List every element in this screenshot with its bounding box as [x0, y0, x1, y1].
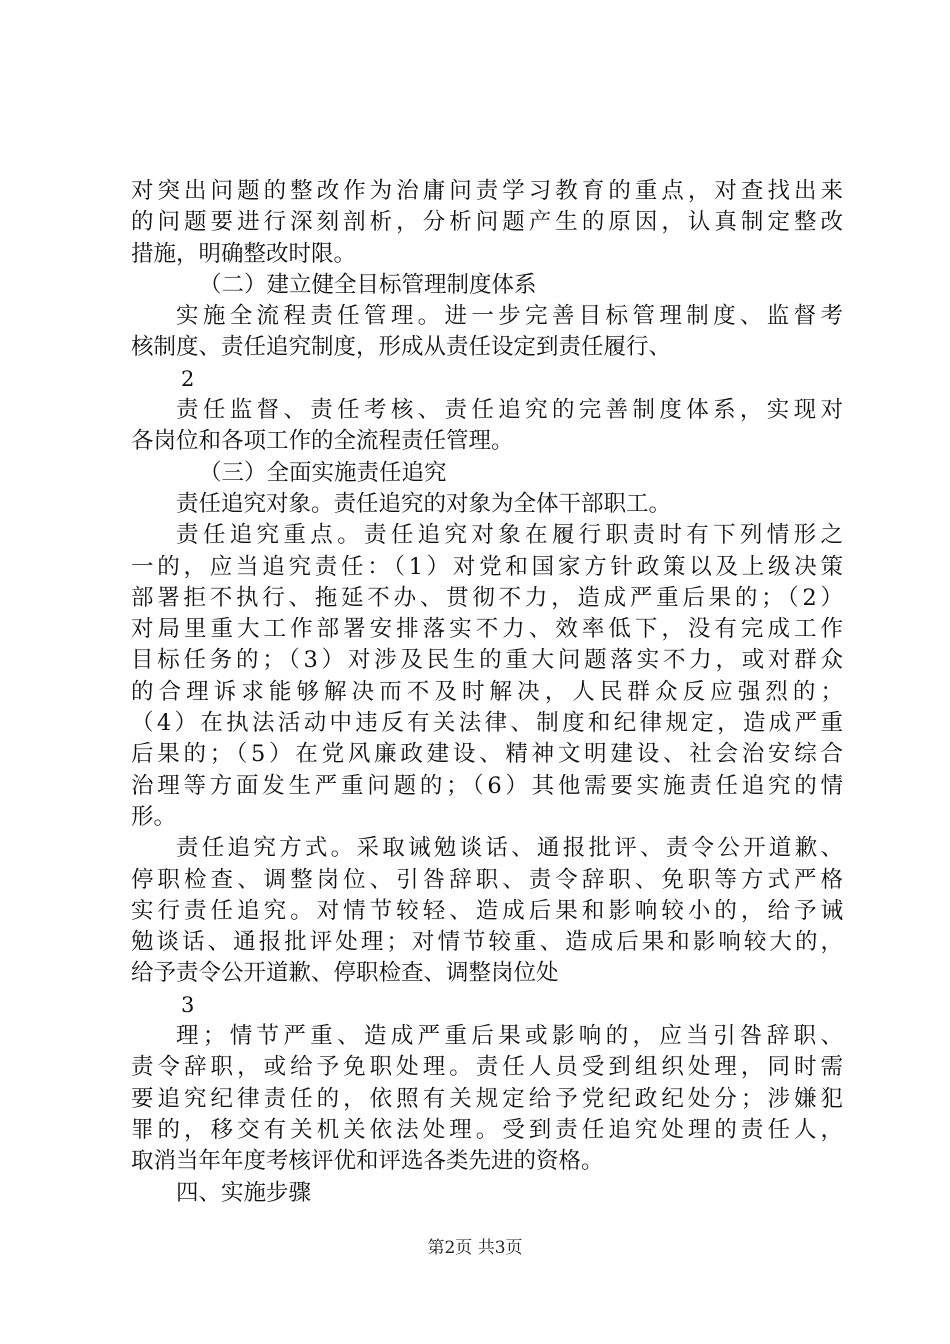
- text-line: （4）在执法活动中违反有关法律、制度和纪律规定，造成严重: [131, 710, 843, 737]
- text-line: 给予责令公开道歉、停职检查、调整岗位处: [131, 960, 559, 987]
- text-line: （二）建立健全目标管理制度体系: [199, 271, 537, 298]
- text-line: 责任监督、责任考核、责任追究的完善制度体系，实现对: [176, 397, 843, 424]
- text-line: 目标任务的；（3）对涉及民生的重大问题落实不力，或对群众: [131, 647, 843, 674]
- text-line: （三）全面实施责任追究: [199, 459, 447, 486]
- text-line: 治理等方面发生严重问题的；（6）其他需要实施责任追究的情: [131, 772, 843, 799]
- text-line: 对局里重大工作部署安排落实不力、效率低下，没有完成工作: [131, 616, 843, 643]
- inline-page-number: 3: [181, 992, 195, 1017]
- text-line: 责任追究方式。采取诫勉谈话、通报批评、责令公开道歉、: [176, 835, 843, 862]
- text-line: 勉谈话、通报批评处理；对情节较重、造成后果和影响较大的，: [131, 929, 843, 956]
- text-line: 对突出问题的整改作为治庸问责学习教育的重点，对查找出来: [131, 178, 843, 204]
- text-line: 部署拒不执行、拖延不办、贯彻不力，造成严重后果的；（2）: [131, 584, 843, 611]
- text-line: 形。: [131, 803, 177, 830]
- text-line: 核制度、责任追究制度，形成从责任设定到责任履行、: [131, 334, 672, 361]
- page-footer: 第2页 共3页: [427, 1238, 523, 1258]
- text-line: 理；情节严重、造成严重后果或影响的，应当引咎辞职、: [176, 1023, 843, 1050]
- text-line: 责任追究对象。责任追究的对象为全体干部职工。: [176, 490, 672, 517]
- text-line: 后果的；（5）在党风廉政建设、精神文明建设、社会治安综合: [131, 741, 843, 768]
- text-line: 实行责任追究。对情节较轻、造成后果和影响较小的，给予诫: [131, 897, 843, 924]
- text-line: 一的，应当追究责任：（1）对党和国家方针政策以及上级决策: [131, 553, 843, 580]
- text-line: 的合理诉求能够解决而不及时解决，人民群众反应强烈的；: [131, 678, 843, 705]
- text-line: 责任追究重点。责任追究对象在履行职责时有下列情形之: [176, 522, 843, 549]
- text-line: 停职检查、调整岗位、引咎辞职、责令辞职、免职等方式严格: [131, 866, 843, 893]
- document-body: [131, 176, 843, 1209]
- text-line: 的问题要进行深刻剖析，分析问题产生的原因，认真制定整改: [131, 209, 843, 236]
- text-line: 实施全流程责任管理。进一步完善目标管理制度、监督考: [176, 303, 843, 330]
- text-line: 各岗位和各项工作的全流程责任管理。: [131, 428, 514, 455]
- text-line: 措施，明确整改时限。: [131, 240, 357, 267]
- text-line: 四、实施步骤: [176, 1179, 312, 1206]
- inline-page-number: 2: [181, 366, 195, 391]
- text-line: 要追究纪律责任的，依照有关规定给予党纪政纪处分；涉嫌犯: [131, 1085, 843, 1112]
- text-line: 取消当年年度考核评优和评选各类先进的资格。: [131, 1148, 604, 1175]
- text-line: 责令辞职，或给予免职处理。责任人员受到组织处理，同时需: [131, 1054, 843, 1081]
- text-line: 罪的，移交有关机关依法处理。受到责任追究处理的责任人，: [131, 1116, 843, 1143]
